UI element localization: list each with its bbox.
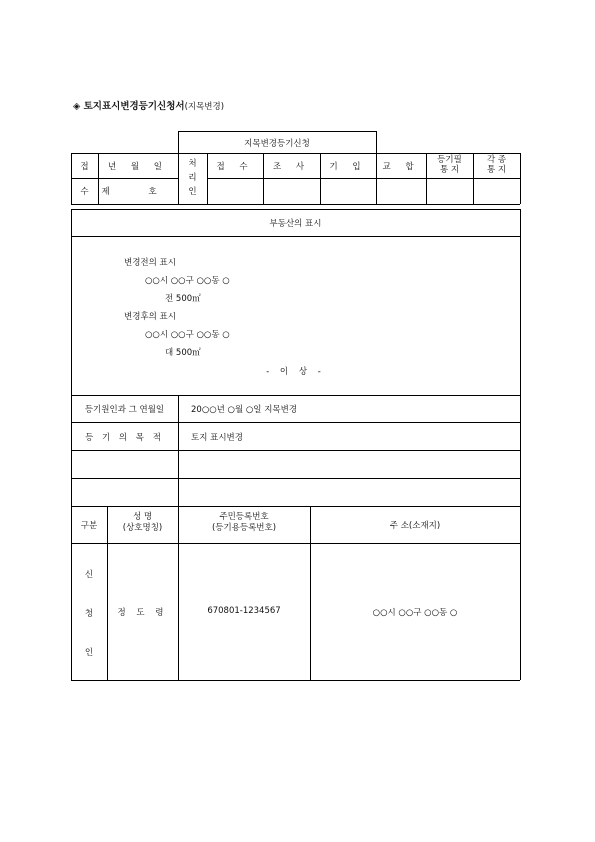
- col-registered-notice: 등기필 통 지: [437, 155, 462, 175]
- purpose-value: 토지 표시변경: [191, 433, 243, 443]
- applicant-name: 정 도 령: [117, 608, 168, 618]
- col-category: 구분: [80, 521, 98, 531]
- reception-char-1: 접: [80, 162, 89, 172]
- col-collation: 교 합: [382, 162, 420, 172]
- col-various-notice: 각 종 통 지: [486, 155, 507, 175]
- col-investigation: 조 사: [272, 162, 311, 172]
- after-detail: 대 500㎡: [165, 348, 201, 358]
- processing-char-2: 리: [188, 173, 197, 183]
- year-month-day: 년 월 일: [107, 162, 169, 172]
- receipt-number: 제 호: [101, 187, 175, 197]
- processing-char-1: 처: [188, 159, 197, 169]
- property-section-title: 부동산의 표시: [269, 219, 322, 229]
- processing-char-3: 인: [188, 187, 197, 197]
- applicant-char-2: 청: [84, 609, 94, 619]
- col-address: 주 소(소재지): [389, 521, 441, 531]
- applicant-id: 670801-1234567: [207, 606, 281, 616]
- purpose-label: 등 기 의 목 적: [85, 433, 164, 443]
- after-label: 변경후의 표시: [124, 312, 176, 322]
- applicant-address: ○○시 ○○구 ○○동 ○: [372, 608, 458, 618]
- before-detail: 전 500㎡: [165, 294, 201, 304]
- col-name: 성 명 (상호명칭): [122, 512, 163, 533]
- applicant-char-3: 인: [84, 648, 94, 658]
- cause-value: 20○○년 ○월 ○일 지목변경: [191, 405, 298, 415]
- after-address: ○○시 ○○구 ○○동 ○: [145, 330, 230, 340]
- col-entry: 기 입: [329, 162, 367, 172]
- reception-char-2: 수: [80, 187, 89, 197]
- page-title: [73, 98, 224, 112]
- receipt-header: 지목변경등기신청: [244, 139, 310, 149]
- title-main: ◈ 토지표시변경등기신청서: [73, 101, 185, 112]
- applicant-char-1: 신: [84, 570, 94, 580]
- cause-label: 등기원인과 그 연월일: [84, 405, 165, 415]
- before-address: ○○시 ○○구 ○○동 ○: [145, 276, 230, 286]
- before-label: 변경전의 표시: [124, 258, 176, 268]
- col-id-number: 주민등록번호 (등기용등록번호): [211, 512, 277, 533]
- end-mark: - 이 상 -: [266, 367, 325, 377]
- title-sub: (지목변경): [184, 102, 225, 112]
- col-reception: 접 수: [216, 162, 254, 172]
